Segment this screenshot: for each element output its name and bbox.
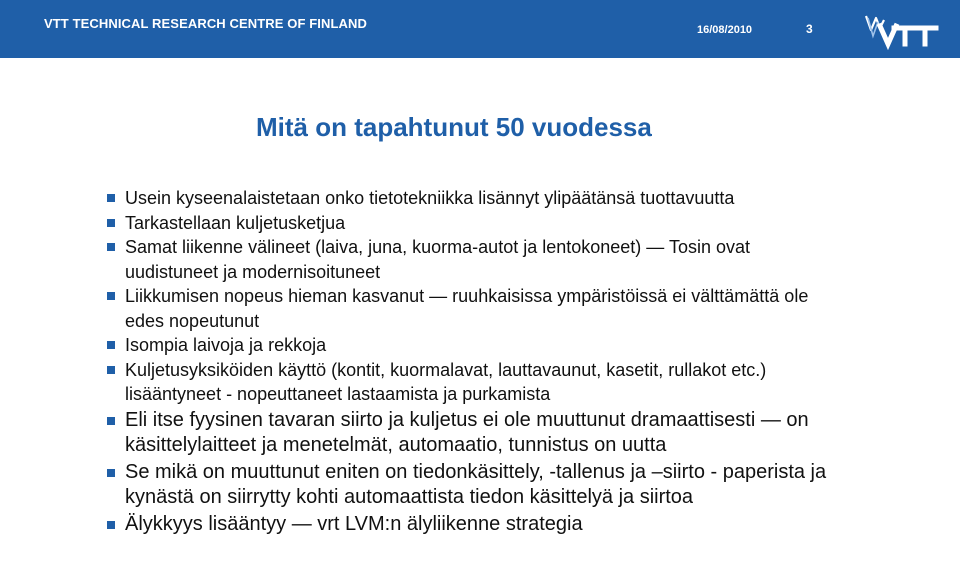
square-bullet-icon <box>107 469 115 477</box>
bullet-item: Kuljetusyksiköiden käyttö (kontit, kuormalavat, lauttavaunut, kasetit, rullakot etc.) lisääntyneet - nopeuttaneet lastaamista ja purkamista <box>104 358 844 407</box>
square-bullet-icon <box>107 366 115 374</box>
bullet-item: Eli itse fyysinen tavaran siirto ja kuljetus ei ole muuttunut dramaattisesti — on käsittelylaitteet ja menetelmät, automaatio, tunnistus on uutta <box>104 408 844 459</box>
square-bullet-icon <box>107 521 115 529</box>
slide-date: 16/08/2010 <box>697 24 753 36</box>
square-bullet-icon <box>107 341 115 349</box>
bullet-list <box>104 186 844 537</box>
bullet-item: Liikkumisen nopeus hieman kasvanut — ruuhkaisissa ympäristöissä ei välttämättä ole edes nopeutunut <box>104 284 844 333</box>
square-bullet-icon <box>107 417 115 425</box>
square-bullet-icon <box>107 243 115 251</box>
bullet-item: Samat liikenne välineet (laiva, juna, kuorma-autot ja lentokoneet) — Tosin ovat uudistuneet ja modernisoituneet <box>104 235 844 284</box>
header-bar <box>0 0 960 58</box>
bullet-item: Tarkastellaan kuljetusketjua <box>104 211 844 236</box>
organization-name: VTT TECHNICAL RESEARCH CENTRE OF FINLAND <box>44 16 367 31</box>
bullet-item: Usein kyseenalaistetaan onko tietotekniikka lisännyt ylipäätänsä tuottavuutta <box>104 186 844 211</box>
bullet-item: Älykkyys lisääntyy — vrt LVM:n älyliikenne strategia <box>104 512 844 538</box>
bullet-item: Isompia laivoja ja rekkoja <box>104 333 844 358</box>
square-bullet-icon <box>107 219 115 227</box>
slide-title: Mitä on tapahtunut 50 vuodessa <box>256 112 652 142</box>
square-bullet-icon <box>107 194 115 202</box>
vtt-logo-icon <box>858 6 944 50</box>
bullet-item: Se mikä on muuttunut eniten on tiedonkäsittely, -tallenus ja –siirto - paperista ja kynästä on siirrytty kohti automaattista tiedon käsittelyä ja siirtoa <box>104 460 844 511</box>
square-bullet-icon <box>107 292 115 300</box>
page-number: 3 <box>806 22 813 36</box>
